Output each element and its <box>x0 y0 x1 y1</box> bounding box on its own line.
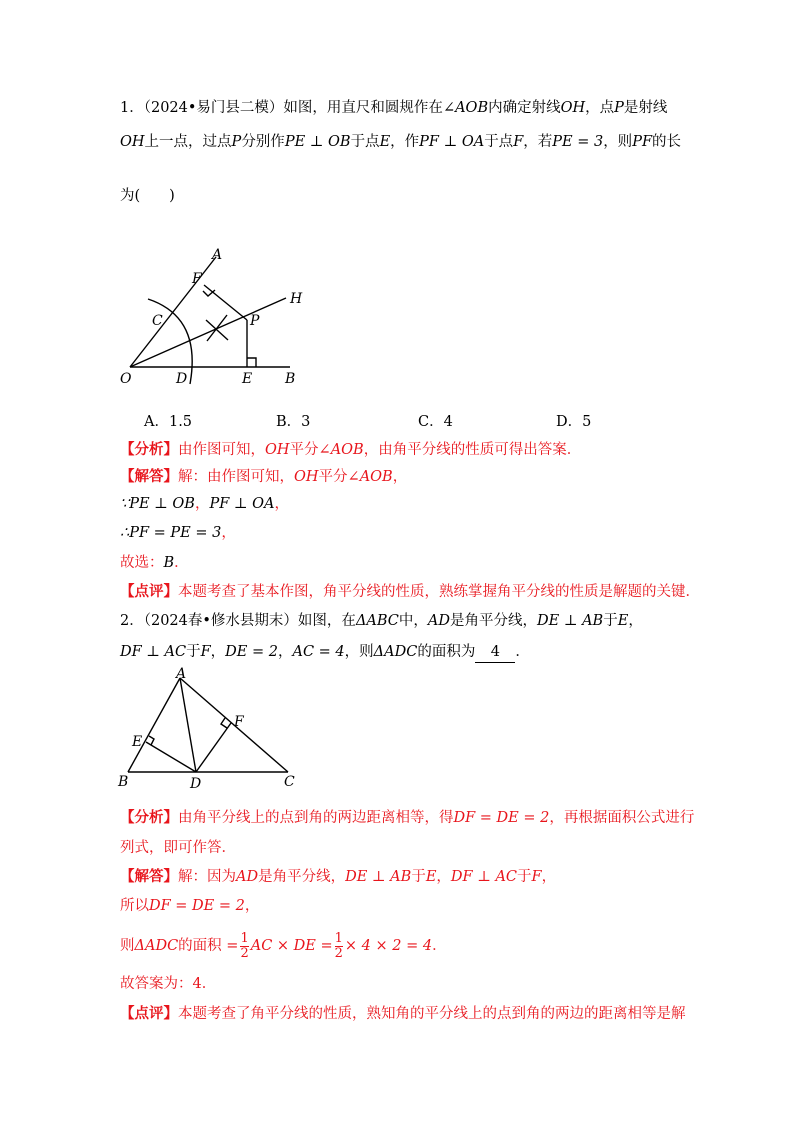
q1-analysis <box>120 440 581 460</box>
label-f: F <box>192 271 202 287</box>
option-b[interactable]: B．3 <box>276 414 311 430</box>
text: 于 <box>186 644 201 660</box>
q2-line2 <box>120 642 530 663</box>
label-b: B <box>118 774 129 790</box>
solution-tag: 【解答】 <box>120 868 178 885</box>
text: 2．（2024春•修水县期末）如图，在 <box>120 613 356 629</box>
text: 故选： <box>120 555 164 571</box>
math: B <box>163 555 175 571</box>
text: 由作图可知， <box>178 442 265 458</box>
segment-pf <box>204 285 247 320</box>
text: ， <box>221 525 236 541</box>
text: ， <box>541 869 557 885</box>
text: ． <box>432 938 447 954</box>
text: ， <box>210 644 226 660</box>
q1-text: 内确定射线 <box>488 100 561 116</box>
q1-text: 1．（2024•易门县二模）如图，用直尺和圆规作在 <box>120 100 443 116</box>
q1-text: ，若 <box>523 134 553 150</box>
math: PF <box>632 134 653 150</box>
q2-analysis <box>120 808 694 828</box>
math: DF ⊥ AC <box>120 644 187 660</box>
q2-figure <box>112 666 312 791</box>
math: E <box>379 134 391 150</box>
answer-blank: 4 <box>475 642 515 663</box>
q1-text: 的长 <box>652 134 682 150</box>
math: ∠AOB <box>318 442 364 458</box>
text: 的面积为 <box>417 644 476 660</box>
math: ∵PE ⊥ OB <box>120 496 195 512</box>
label-e: E <box>132 734 143 750</box>
text: 本题考查了基本作图，角平分线的性质，熟练掌握角平分线的性质是解题的关键． <box>178 584 700 600</box>
q1-text: 分别作 <box>241 134 285 150</box>
q1-text: 是射线 <box>623 100 668 116</box>
q1-text: ，作 <box>390 134 420 150</box>
math: ΔADC <box>134 938 179 954</box>
frac-den: 2 <box>240 945 249 961</box>
segment-de <box>146 742 196 772</box>
text: ，再根据面积公式进行 <box>549 810 695 826</box>
math: F <box>513 134 524 150</box>
text: = <box>226 938 239 954</box>
math: PE ⊥ OB <box>284 134 351 150</box>
text: 于 <box>517 869 532 885</box>
label-p: P <box>250 313 260 329</box>
math: DE ⊥ AB <box>345 869 412 885</box>
q2-solution <box>120 867 556 887</box>
text: 由角平分线上的点到角的两边距离相等，得 <box>178 810 454 826</box>
q1-step1 <box>120 494 289 514</box>
text: 是角平分线， <box>450 613 538 629</box>
label-b: B <box>285 371 296 387</box>
option-c[interactable]: C．4 <box>418 414 453 430</box>
text: ， <box>274 496 289 512</box>
text: 则 <box>120 938 135 954</box>
math: OH <box>265 442 290 458</box>
math: E <box>425 869 437 885</box>
math: DF = DE = 2 <box>149 898 245 914</box>
ray-oh <box>130 298 286 367</box>
label-f: F <box>234 714 244 730</box>
math: OH <box>294 469 319 485</box>
label-a: A <box>176 666 187 682</box>
q1-text: 于点 <box>350 134 380 150</box>
comment-tag: 【点评】 <box>120 1005 178 1022</box>
math: ΔABC <box>355 613 399 629</box>
q1-line1 <box>120 98 667 118</box>
math: PE = 3 <box>552 134 604 150</box>
label-e: E <box>242 371 253 387</box>
math: DE = 2 <box>225 644 278 660</box>
right-angle-e <box>247 358 256 367</box>
comment-tag: 【点评】 <box>120 583 178 600</box>
math: ΔADC <box>373 644 418 660</box>
right-angle-f <box>221 718 227 728</box>
text: ，则 <box>344 644 374 660</box>
math: AC × DE = <box>250 938 333 954</box>
label-d: D <box>190 776 202 791</box>
fraction-half-2 <box>335 932 343 961</box>
q1-line2 <box>120 132 681 152</box>
q1-text: ，点 <box>585 100 615 116</box>
option-a[interactable]: A．1.5 <box>144 414 193 430</box>
math: OH <box>560 100 586 116</box>
text: 的面积 <box>178 938 222 954</box>
text: ， <box>436 869 451 885</box>
text: 于 <box>411 869 426 885</box>
text: ． <box>174 555 189 571</box>
q2-answer: 故答案为：4． <box>120 976 217 992</box>
q2-area <box>120 930 447 962</box>
math: F <box>531 869 542 885</box>
text: 于 <box>603 613 618 629</box>
label-d: D <box>176 371 188 387</box>
q1-text: 于点 <box>484 134 514 150</box>
math: AC = 4 <box>292 644 345 660</box>
text: 解：因为 <box>178 869 236 885</box>
q2-analysis-2: 列式，即可作答． <box>120 840 236 856</box>
math: P <box>614 100 624 116</box>
solution-tag: 【解答】 <box>120 468 178 485</box>
q1-solution <box>120 467 407 487</box>
text: 所以 <box>120 898 149 914</box>
math: DF ⊥ AC <box>450 869 518 885</box>
label-o: O <box>120 371 132 387</box>
text: 本题考查了角平分线的性质，熟知角的平分线上的点到角的两边的距离相等是解 <box>178 1006 686 1022</box>
math: E <box>617 613 629 629</box>
math: PF ⊥ OA <box>419 134 485 150</box>
q2-step1 <box>120 896 259 916</box>
q1-text: 上一点，过点 <box>144 134 232 150</box>
math: OH <box>120 134 145 150</box>
frac-num: 1 <box>334 930 343 946</box>
text: ， <box>244 898 260 914</box>
option-d[interactable]: D．5 <box>556 414 592 430</box>
q1-figure <box>110 245 320 390</box>
text: ， <box>194 496 210 512</box>
math: × 4 × 2 = 4 <box>344 938 433 954</box>
text: ， <box>277 644 293 660</box>
text: ，由角平分线的性质可得出答案． <box>363 442 582 458</box>
math: F <box>200 644 211 660</box>
frac-den: 2 <box>334 945 343 961</box>
math: ∴PF = PE = 3 <box>120 525 222 541</box>
math: AD <box>236 869 259 885</box>
analysis-tag: 【分析】 <box>120 441 178 458</box>
math: ∠AOB <box>442 100 489 116</box>
segment-ad <box>180 678 196 772</box>
text: 解：由作图可知， <box>178 469 294 485</box>
q1-comment <box>120 582 700 602</box>
math: DF = DE = 2 <box>453 810 550 826</box>
text: 平分 <box>318 469 348 485</box>
math: PF ⊥ OA <box>209 496 275 512</box>
text: ． <box>515 644 530 660</box>
q1-text: ，则 <box>603 134 633 150</box>
analysis-tag: 【分析】 <box>120 809 178 826</box>
q2-line1 <box>120 611 643 631</box>
q1-choice <box>120 553 189 573</box>
text: ， <box>392 469 408 485</box>
q1-line3: 为( ) <box>120 188 175 204</box>
label-h: H <box>290 291 303 307</box>
frac-num: 1 <box>240 930 249 946</box>
text: ， <box>628 613 643 629</box>
label-a: A <box>212 247 223 263</box>
q2-comment <box>120 1004 686 1024</box>
label-c: C <box>152 313 163 329</box>
text: 是角平分线， <box>258 869 346 885</box>
math: P <box>231 134 242 150</box>
label-c: C <box>284 774 295 790</box>
segment-df <box>196 723 231 772</box>
math: ∠AOB <box>347 469 393 485</box>
q1-step2 <box>120 523 236 543</box>
text: 平分 <box>289 442 319 458</box>
text: 中， <box>398 613 428 629</box>
math: DE ⊥ AB <box>537 613 604 629</box>
math: AD <box>427 613 451 629</box>
fraction-half <box>240 932 248 961</box>
